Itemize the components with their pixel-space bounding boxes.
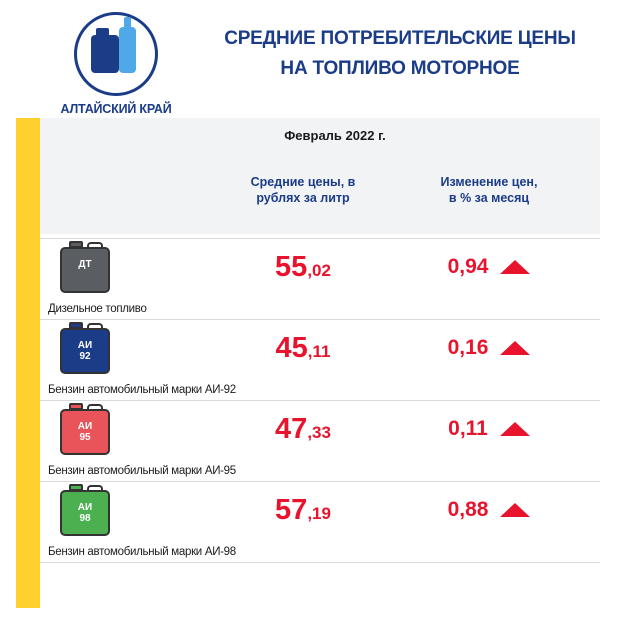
ai92-canister-icon	[60, 328, 110, 374]
fuel-type-label: Бензин автомобильный марки АИ-95	[48, 465, 236, 477]
price-cell	[210, 320, 396, 365]
price-fraction: ,02	[307, 261, 331, 280]
column-header-price-line2: рублях за литр	[256, 191, 350, 205]
canister-text-line1: АИ	[77, 502, 93, 513]
period-row	[40, 118, 600, 152]
fuel-canister-and-bottle-icon	[74, 12, 158, 96]
table-row	[40, 320, 600, 401]
canister-text-line1: АИ	[77, 421, 93, 432]
arrow-up-icon	[500, 260, 530, 274]
region-label: АЛТАЙСКИЙ КРАЙ	[60, 102, 172, 116]
change-value: 0,11	[448, 417, 488, 440]
canister-text-line2: 92	[79, 351, 91, 362]
change-cell	[396, 239, 600, 279]
table-row	[40, 482, 600, 563]
decorative-side-bar	[16, 118, 40, 608]
column-header-price-line1: Средние цены, в	[250, 175, 356, 189]
page-title-line1: СРЕДНИЕ ПОТРЕБИТЕЛЬСКИЕ ЦЕНЫ	[224, 28, 576, 49]
arrow-up-icon	[500, 422, 530, 436]
table-body	[40, 234, 600, 563]
region-logo	[46, 12, 186, 116]
page-title-line2: НА ТОПЛИВО МОТОРНОЕ	[280, 58, 520, 79]
fuel-type-label: Дизельное топливо	[48, 303, 147, 315]
canister-text-line1: АИ	[77, 340, 93, 351]
diesel-canister-icon	[60, 247, 110, 293]
header	[0, 0, 636, 118]
canister-text-line2: 95	[79, 432, 91, 443]
page-title	[180, 24, 620, 84]
ai95-canister-icon	[60, 409, 110, 455]
arrow-up-icon	[500, 503, 530, 517]
fuel-type-label: Бензин автомобильный марки АИ-98	[48, 546, 236, 558]
fuel-type-cell	[40, 482, 236, 562]
canister-text-line1: ДТ	[78, 259, 92, 270]
table-row	[40, 401, 600, 482]
price-fraction: ,19	[307, 504, 331, 523]
canister-text-line2: 98	[79, 513, 91, 524]
arrow-up-icon	[500, 341, 530, 355]
fuel-type-label: Бензин автомобильный марки АИ-92	[48, 384, 236, 396]
price-fraction: ,11	[307, 342, 331, 361]
price-cell	[210, 482, 396, 527]
change-value: 0,88	[447, 498, 489, 521]
fuel-type-cell	[40, 239, 210, 319]
price-fraction: ,33	[307, 423, 331, 442]
change-cell	[396, 482, 600, 522]
change-value: 0,16	[447, 336, 489, 359]
change-cell	[396, 320, 600, 360]
price-integer: 45	[275, 332, 308, 364]
price-cell	[210, 239, 396, 284]
price-integer: 47	[275, 413, 308, 445]
price-table	[40, 118, 600, 563]
change-cell	[396, 401, 600, 441]
price-integer: 57	[275, 494, 308, 526]
column-header-change-line2: в % за месяц	[448, 191, 530, 205]
price-cell	[210, 401, 396, 446]
fuel-type-cell	[40, 401, 236, 481]
table-row	[40, 238, 600, 320]
column-header-change-line1: Изменение цен,	[440, 175, 538, 189]
period-label: Февраль 2022 г.	[284, 127, 386, 143]
price-integer: 55	[275, 251, 308, 283]
ai98-canister-icon	[60, 490, 110, 536]
column-header-change	[396, 152, 600, 230]
column-header-price	[210, 152, 396, 230]
change-value: 0,94	[447, 255, 489, 278]
fuel-type-cell	[40, 320, 236, 400]
column-headers	[40, 152, 600, 234]
